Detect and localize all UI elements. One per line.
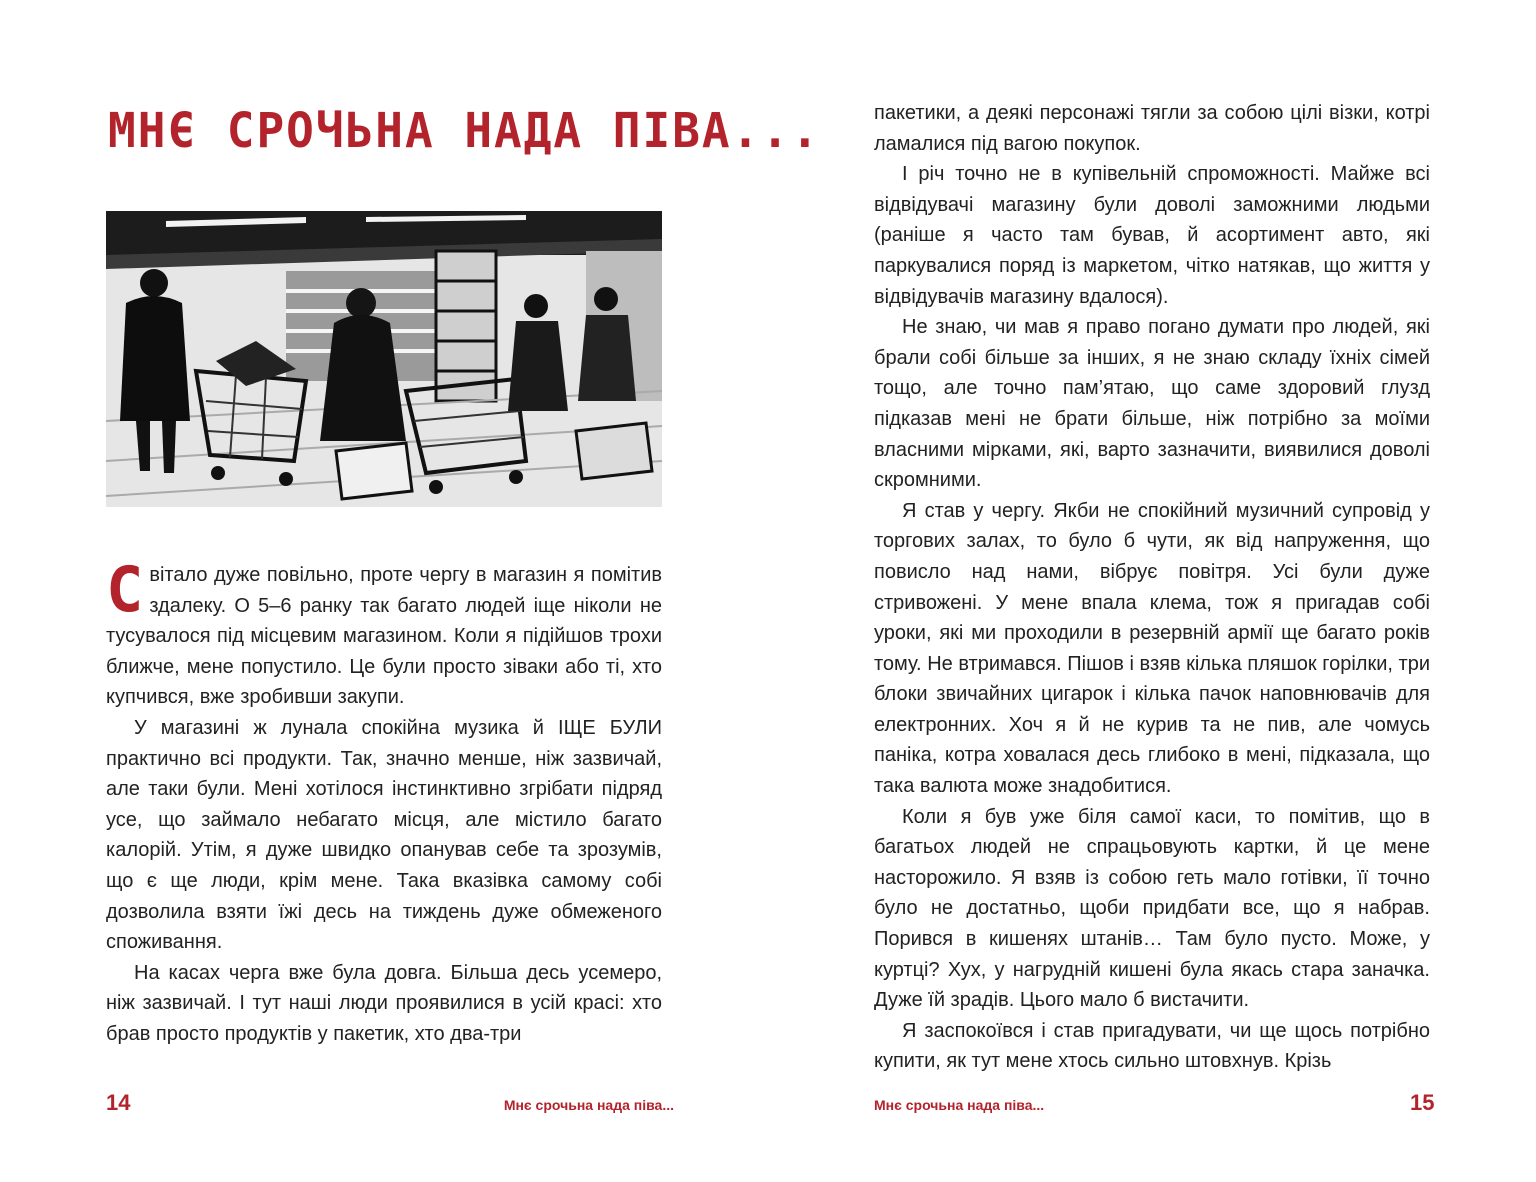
- running-header: Мнє срочьна нада піва...: [874, 1097, 1045, 1113]
- first-paragraph: [106, 553, 662, 713]
- running-header: Мнє срочьна нада піва...: [503, 1097, 674, 1113]
- drop-cap: С: [106, 553, 144, 626]
- paragraph: У магазині ж лунала спокійна музика й ІЩЕ БУЛИ практично всі продукти. Так, значно менше, ніж зазвичай, але таки були. Мені хотілося інстинктивно згрібати підряд усе, що займало небагато місця, але містило багато калорій. Утім, я дуже швидко опанував себе та зрозумів, що є ще люди, крім мене. Така вказівка самому собі дозволила взяти їжі десь на тиждень дуже обмеженого споживання.: [106, 716, 662, 954]
- paragraph: Я став у чергу. Якби не спокійний музичний супровід у торгових залах, то було б чути, як від напруження, що повисло над нами, вібрує повітря. Усі були дуже стривожені. У мене впала клема, тож я пригадав собі уроки, які ми проходили в резервній армії ще багато років тому. Не втримався. Пішов і взяв кілька пляшок горілки, три блоки звичайних цигарок і кілька пачок наповнювачів для електронних. Хоч я й не курив та не пив, але чомусь паніка, котра ховалася десь глибоко в мені, підказала, що така валюта може знадобитися.: [874, 499, 1430, 798]
- supermarket-illustration: [106, 211, 662, 507]
- paragraph: Не знаю, чи мав я право погано думати про людей, які брали собі більше за інших, я не знаю складу їхніх сімей тощо, але точно пам’ятаю, що саме здоровий глузд підказав мені не брати більше, ніж потрібно за моїми власними мірками, які, варто зазначити, виявилися доволі скромними.: [874, 316, 1430, 492]
- paragraph: Коли я був уже біля самої каси, то помітив, що в багатьох людей не спрацьовують картки, й це мене насторожило. Я взяв із собою геть мало готівки, її точно було не достатньо, щоби придбати все, що я набрав. Порився в кишенях штанів… Там було пусто. Може, у куртці? Хух, у нагрудній кишені була якась стара заначка. Дуже їй зрадів. Цього мало б вистачити.: [874, 805, 1430, 1012]
- right-body-text: [874, 98, 1430, 1077]
- first-paragraph-text: вітало дуже повільно, проте чергу в магазин я помітив здалеку. О 5–6 ранку так багато людей іще ніколи не тусувалося під місцевим магазином. Коли я підійшов трохи ближче, мене попустило. Це були просто зіваки або ті, хто купчився, вже зробивши закупи.: [106, 564, 662, 709]
- page-number: 15: [1410, 1090, 1435, 1115]
- chapter-title: МНЄ СРОЧЬНА НАДА ПІВА...: [108, 101, 821, 159]
- paragraph: На касах черга вже була довга. Більша десь усемеро, ніж зазвичай. І тут наші люди проявилися в усій красі: хто брав просто продуктів у пакетик, хто два-три: [106, 961, 662, 1045]
- right-page: [768, 0, 1536, 1182]
- continuation-paragraph: пакетики, а деякі персонажі тягли за собою цілі візки, котрі ламалися під вагою покупок.: [874, 102, 1430, 155]
- paragraph: І річ точно не в купівельній спроможності. Майже всі відвідувачі магазину були доволі заможними людьми (раніше я часто там бував, й асортимент авто, які паркувалися поряд із маркетом, чітко натякав, що життя у відвідувачів магазину вдалося).: [874, 163, 1430, 308]
- page-number: 14: [106, 1090, 131, 1115]
- left-body-text: [106, 553, 662, 1050]
- paragraph: Я заспокоївся і став пригадувати, чи ще щось потрібно купити, як тут мене хтось сильно штовхнув. Крізь: [874, 1019, 1430, 1073]
